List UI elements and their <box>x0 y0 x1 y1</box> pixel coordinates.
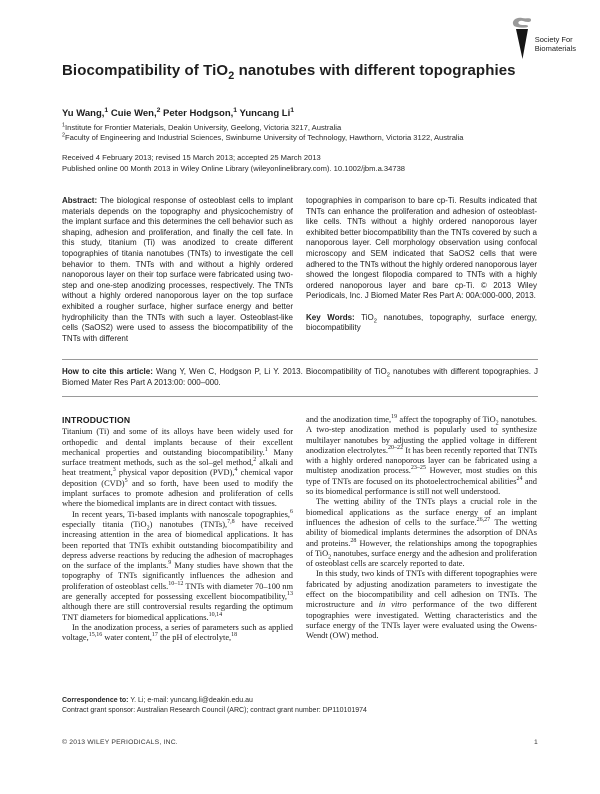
intro-left-paragraph-2: In recent years, Ti-based implants with nanoscale topographies,$^6$ especially titania (TiO$_2$) nanotubes (TNTs),$^{7,8}$ have received increasing attention in the area of biomedical applications. It has been reported that TNTs exhibit outstanding biocompatibility and depress adverse reactions by reducing the adhesion of macrophages on the surface of the implants.$^9$ Many studies have shown that the topography of TNTs significantly influences the adhesion and proliferation of osteoblast cells.$^{10-12}$ TNTs with diameter 70–100 nm are generally accepted for possessing excellent biocompatibility,$^{13}$ although there are still controversial results regarding the optimum TNT diameters for biomedical applications.$^{10,14}$ <box>62 508 294 622</box>
abstract-section <box>62 196 538 344</box>
affiliation-list <box>62 123 538 143</box>
intro-heading: INTRODUCTION <box>62 415 131 425</box>
affiliation-2: $^2$Faculty of Engineering and Industrial Sciences, Swinburne University of Technology, Hawthorn, Victoria 3122, Australia <box>62 132 464 142</box>
intro-left-paragraph-3: In the anodization process, a series of parameters such as applied voltage,$^{15,16}$ water content,$^{17}$ the pH of electrolyte,$^{18}$ <box>62 622 293 643</box>
logo-line2: Biomaterials <box>534 44 576 53</box>
abstract-column-right <box>306 196 537 344</box>
grant-note: Contract grant sponsor: Australian Research Council (ARC); contract grant number: DP110101974 <box>62 706 367 714</box>
footnote-block <box>62 696 538 715</box>
received-line: Received 4 February 2013; revised 15 March 2013; accepted 25 March 2013 <box>62 153 321 162</box>
citation-note <box>62 359 538 397</box>
article-title: Biocompatibility of TiO$_2$ nanotubes with different topographies <box>62 62 516 82</box>
intro-column-right <box>306 415 537 644</box>
published-doi-line: Published online 00 Month 2013 in Wiley Online Library (wileyonlinelibrary.com). 10.1002/jbm.a.34738 <box>62 163 406 173</box>
intro-column-left <box>62 415 293 644</box>
page-footer <box>62 739 538 746</box>
intro-right-paragraph-2: The wetting ability of the TNTs plays a crucial role in the biomedical applications as the surface energy of an implant influences the adhesion of cells to the surface.$^{26,27}$ The wetting ability of biomedical implants determines the adsorption of DNAs and proteins.$^{28}$ However, the relationships among the topographies of TiO$_2$ nanotubes, surface energy and the adhesion and proliferation of osteoblast cells are scarcely reported to date. <box>306 497 538 569</box>
journal-logo <box>511 16 576 65</box>
logo-line1: Society For <box>534 35 573 44</box>
intro-right-paragraph-1: and the anodization time,$^{19}$ affect the topography of TiO$_2$ nanotubes. A two-step anodization method is popularly used to synthesize multilayer nanotubes by adjusting the applied voltage in different anodization electrolytes.$^{20-22}$ It has been recently reported that TNTs with a highly ordered nanoporous layer can be fabricated using a multistep anodization process.$^{23-25}$ However, most studies on this type of TNTs are focused on its photoelectrochemical abilities$^{24}$ and so its biomedical performance is still not well understood. <box>306 414 537 497</box>
author-list: Yu Wang,$^1$ Cuie Wen,$^2$ Peter Hodgson,$^1$ Yuncang Li$^1$ <box>62 106 295 119</box>
introduction-section <box>62 415 538 644</box>
intro-left-paragraph-1: Titanium (Ti) and some of its alloys have been widely used for orthopedic and dental implants because of their excellent mechanical properties and outstanding biocompatibility.$^1$ Many surface treatment methods, such as the sol–gel method,$^2$ alkali and heat treatment,$^3$ physical vapor deposition (PVD),$^4$ chemical vapor deposition (CVD)$^5$ and so forth, have been used to modify the implant surfaces to promote adhesion and proliferation of cells where the biomedical implants are in direct contact with tissues. <box>62 427 294 509</box>
abstract-text-right: topographies in comparison to bare cp-Ti. Results indicated that TNTs can enhance the proliferation and adhesion of osteoblast-like cells. TNTs without a highly ordered nanoporous layer exhibited better biocompatibility than the TNTs covered by such a nanoporous layer. Cell morphology observation using confocal microscopy and SEM indicated that SaOS2 cells that were adhered to the TNTs without the highly ordered nanoporous layer showed the longest filopodia compared to TNTs with a highly ordered nanoporous layer and bare cp-Ti. © 2013 Wiley Periodicals, Inc. J Biomed Mater Res Part A: 00A:000-000, 2013. <box>306 196 537 301</box>
affiliation-1: $^1$Institute for Frontier Materials, Deakin University, Geelong, Victoria 3217, Australia <box>62 122 342 132</box>
citation-text: How to cite this article: Wang Y, Wen C, Hodgson P, Li Y. 2013. Biocompatibility of TiO$_2$ nanotubes with different topographies. J Biomed Mater Res Part A 2013:00: 000–000. <box>62 367 538 387</box>
article-history <box>62 153 538 174</box>
keywords: Key Words: TiO$_2$ nanotubes, topography, surface energy, biocompatibility <box>306 312 537 333</box>
logo-text <box>535 35 576 53</box>
torch-icon <box>511 16 533 65</box>
correspondence-note: Correspondence to: Y. Li; e-mail: yuncang.li@deakin.edu.au <box>62 697 253 704</box>
intro-right-paragraph-3: In this study, two kinds of TNTs with different topographies were fabricated by adjusting anodization parameters to investigate the effect on the biocompatibility and cell adhesion on TNTs. The microstructure and in vitro performance of the two different topographies were investigated. Wetting characteristics and the surface energy of the TNTs layer were evaluated using the Owens-Wendt (OW) method. <box>306 569 537 641</box>
abstract-text-left: Abstract: The biological response of osteoblast cells to implant materials depends on the topography and physicochemistry of the implant surface and this determines the cell behavior such as shaping, adhesion and proliferation, and finally the cell fate. In this study, titanium (Ti) was anodized to create different topographies of titania nanotubes (TNTs) to investigate the cell behavior to them. TNTs with and without a highly ordered nanoporous layer on their top surface were fabricated using two-step and one-step anodizing processes, respectively. The TNTs without a highly ordered nanoporous layer on the top surface exhibited a rougher surface, higher surface energy and better hydrophilicity than the TNTs with such a layer. Osteoblast-like cells (SaOS2) were used to assess the biocompatibility of the TNTs with different <box>62 196 293 343</box>
copyright-notice: © 2013 WILEY PERIODICALS, INC. <box>62 739 178 746</box>
page-number: 1 <box>534 739 538 746</box>
abstract-column-left <box>62 196 293 344</box>
